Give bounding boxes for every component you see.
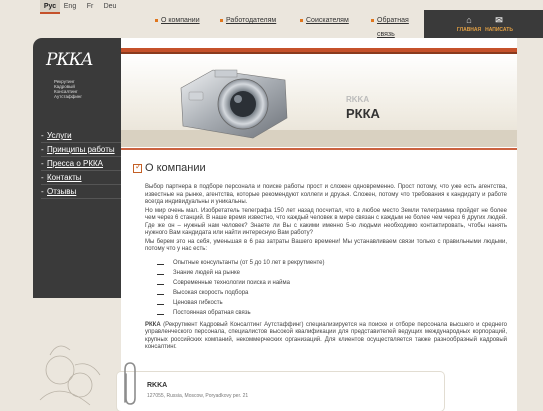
logo-sub-line: Рекрутинг (54, 79, 75, 84)
sidebar-item-reviews[interactable]: - Отзывы (41, 185, 121, 199)
logo-subtitle (54, 79, 82, 99)
home-label: ГЛАВНАЯ (456, 27, 482, 33)
list-item: Опытные консультанты (от 5 до 10 лет в рекрутменте) (157, 258, 507, 268)
top-navigation (121, 14, 424, 38)
write-button[interactable] (484, 16, 514, 33)
hero-title: РККА (346, 106, 380, 121)
footer-title: RKKA (147, 382, 168, 389)
sidebar-item-principles[interactable]: - Принципы работы (41, 143, 121, 157)
lang-de[interactable]: Deu (103, 3, 117, 10)
logo-sub-line: Аутстаффинг (54, 94, 83, 99)
sidebar-item-press[interactable]: - Пресса о РККА (41, 157, 121, 171)
article-body (145, 184, 507, 353)
main-content (121, 38, 517, 411)
list-item: Современные технологии поиска и найма (157, 278, 507, 288)
nav-candidates[interactable]: Соискателям (300, 14, 349, 28)
footer-card (117, 372, 444, 411)
lang-fr[interactable]: Fr (86, 3, 94, 10)
nav-employers[interactable]: Работодателям (220, 14, 276, 28)
home-button[interactable] (454, 16, 484, 33)
hero-banner (121, 54, 517, 147)
footer-address: 127055, Russia, Moscow, Poryadkovy per. 21 (147, 393, 249, 399)
side-menu (41, 129, 121, 199)
paragraph: Мы берем это на себя, уменьшая в 6 раз затраты Вашего времени! Мы устанавливаем связи только с правильными людьми, потому что у нас есть: (145, 238, 507, 252)
camera-image (173, 58, 293, 143)
checkbox-icon (133, 164, 142, 173)
lang-en[interactable]: Eng (63, 3, 77, 10)
mail-icon: ✉ (495, 15, 503, 25)
nav-about[interactable]: О компании (155, 14, 200, 28)
top-actions (424, 10, 543, 38)
paragraph-text: (Рекрутмент Кадровый Консалтинг Аутстаффинг) специализируется на поиске и отборе персонала высшего и среднего управленческого персонала, специалистов высокой квалификации для представителей ведущих международных корпораций, крупных российских компаний, некоммерческих организаций. Для клиентов осуществляется также разнообразный кадровый консалтинг. (145, 321, 507, 350)
home-icon: ⌂ (466, 15, 472, 25)
nav-feedback[interactable]: Обратная связь (371, 14, 424, 42)
list-item: Высокая скорость подбора (157, 288, 507, 298)
section-title-text: О компании (145, 162, 206, 174)
list-item: Постоянная обратная связь (157, 308, 507, 318)
paragraph: Выбор партнера в подборе персонала и поиске работы прост и сложен одновременно. Прост потому, что уже есть агентства, известные на рынке, агентства, которые рекомендуют коллеги и друзья. Сложен, потому что требования к кандидату и работе всегда индивидуальны и уникальны. (145, 184, 507, 205)
hero-divider (121, 148, 517, 150)
sidebar-item-services[interactable]: - Услуги (41, 129, 121, 143)
logo[interactable] (46, 50, 116, 110)
list-item: Ценовая гибкость (157, 298, 507, 308)
company-name: РККА (145, 321, 161, 328)
list-item: Знание людей на рынке (157, 268, 507, 278)
logo-sub-line: Консалтинг (54, 89, 78, 94)
advantages-list (157, 258, 507, 318)
paragraph (145, 322, 507, 352)
lang-ru[interactable]: Рус (40, 0, 60, 14)
section-title (133, 162, 206, 174)
language-switcher (40, 0, 120, 14)
logo-sub-line: Кадровый (54, 84, 75, 89)
paragraph: Но мир очень мал. Изобретатель телеграфа 150 лет назад посчитал, что в любое место Земли телеграмма пройдет не более чем через 6 станций. В наше время известно, что каждый человек в мире связан с каждым не более чем через 6 других людей. Где же он – нужный нам человек? Знаете ли Вы с какими именно 5-ю людьми необходимо контактировать, чтобы нанять нужного Вам кандидата или найти интересную Вам работу? (145, 207, 507, 236)
sidebar-item-contacts[interactable]: - Контакты (41, 171, 121, 185)
logo-mark: РККА (46, 50, 93, 70)
paperclip-icon (120, 360, 138, 408)
write-label: НАПИСАТЬ (485, 27, 513, 33)
hero-title-latin: RKKA (346, 95, 370, 104)
sidebar (33, 38, 121, 298)
